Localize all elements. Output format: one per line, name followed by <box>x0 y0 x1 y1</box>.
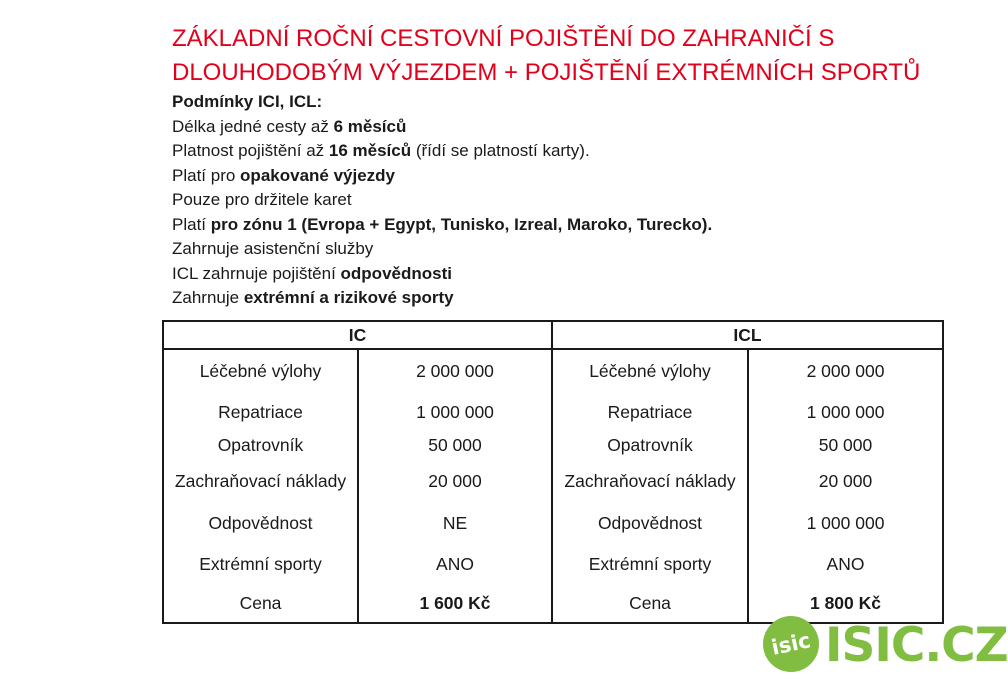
table-row <box>163 431 943 459</box>
ic-value: 50 000 <box>358 431 552 459</box>
text: ICL zahrnuje pojištění <box>172 263 341 283</box>
isic-logo-badge: isic <box>758 611 824 677</box>
ic-label: Repatriace <box>163 393 358 431</box>
text: Délka jedné cesty až <box>172 116 334 136</box>
icl-label: Odpovědnost <box>552 503 748 543</box>
icl-value: 2 000 000 <box>748 349 943 393</box>
icl-value: 20 000 <box>748 459 943 503</box>
isic-logo <box>763 614 1008 678</box>
table-row <box>163 393 943 431</box>
emphasis: opakované výjezdy <box>240 165 396 185</box>
ic-value: NE <box>358 503 552 543</box>
table-row <box>163 543 943 585</box>
page-title <box>172 22 932 90</box>
ic-value: 2 000 000 <box>358 349 552 393</box>
icl-value: 50 000 <box>748 431 943 459</box>
icl-label: Léčebné výlohy <box>552 349 748 393</box>
icl-value: 1 000 000 <box>748 503 943 543</box>
condition-extreme-sports <box>172 286 712 311</box>
icl-label: Repatriace <box>552 393 748 431</box>
header-icl: ICL <box>552 321 943 349</box>
ic-label: Cena <box>163 585 358 623</box>
icl-price: 1 800 Kč <box>748 585 943 623</box>
ic-label: Opatrovník <box>163 431 358 459</box>
icl-label: Cena <box>552 585 748 623</box>
icl-label: Opatrovník <box>552 431 748 459</box>
text: Platnost pojištění až <box>172 141 329 160</box>
title-line-1: ZÁKLADNÍ ROČNÍ CESTOVNÍ POJIŠTĚNÍ DO ZAHRANIČÍ S <box>172 25 835 52</box>
icl-label: Extrémní sporty <box>552 543 748 585</box>
condition-zone <box>172 213 712 238</box>
table-row <box>163 349 943 393</box>
condition-assistance: Zahrnuje asistenční služby <box>172 239 374 258</box>
ic-label: Zachraňovací náklady <box>163 459 358 503</box>
text: Zahrnuje <box>172 288 244 307</box>
ic-label: Extrémní sporty <box>163 543 358 585</box>
icl-value: ANO <box>748 543 943 585</box>
conditions-heading: Podmínky ICI, ICL: <box>172 92 323 111</box>
condition-cardholders: Pouze pro držitele karet <box>172 190 352 209</box>
icl-value: 1 000 000 <box>748 393 943 431</box>
emphasis: odpovědnosti <box>340 263 452 283</box>
condition-repeated-trips <box>172 164 712 189</box>
header-ic: IC <box>163 321 552 349</box>
ic-price: 1 600 Kč <box>358 585 552 623</box>
ic-label: Odpovědnost <box>163 503 358 543</box>
table-row <box>163 459 943 503</box>
ic-value: 1 000 000 <box>358 393 552 431</box>
condition-trip-length <box>172 115 712 140</box>
emphasis: 16 měsíců <box>328 141 412 160</box>
conditions-list <box>172 90 712 311</box>
ic-value: 20 000 <box>358 459 552 503</box>
text: Platí pro <box>172 165 241 185</box>
table-header-row <box>163 321 943 349</box>
table-row <box>163 503 943 543</box>
ic-value: ANO <box>358 543 552 585</box>
title-line-2: DLOUHODOBÝM VÝJEZDEM + POJIŠTĚNÍ EXTRÉMNÍCH SPORTŮ <box>172 59 921 86</box>
emphasis: 6 měsíců <box>333 116 407 136</box>
comparison-table <box>162 320 944 624</box>
text: Platí <box>172 214 211 234</box>
condition-liability <box>172 262 712 287</box>
emphasis: extrémní a rizikové sporty <box>243 288 454 307</box>
text: (řídí se platností karty). <box>411 141 590 160</box>
isic-logo-wordmark: ISIC.CZ <box>825 618 1008 673</box>
condition-validity <box>172 139 712 164</box>
ic-label: Léčebné výlohy <box>163 349 358 393</box>
icl-label: Zachraňovací náklady <box>552 459 748 503</box>
emphasis: pro zónu 1 (Evropa + Egypt, Tunisko, Izreal, Maroko, Turecko). <box>210 214 713 234</box>
